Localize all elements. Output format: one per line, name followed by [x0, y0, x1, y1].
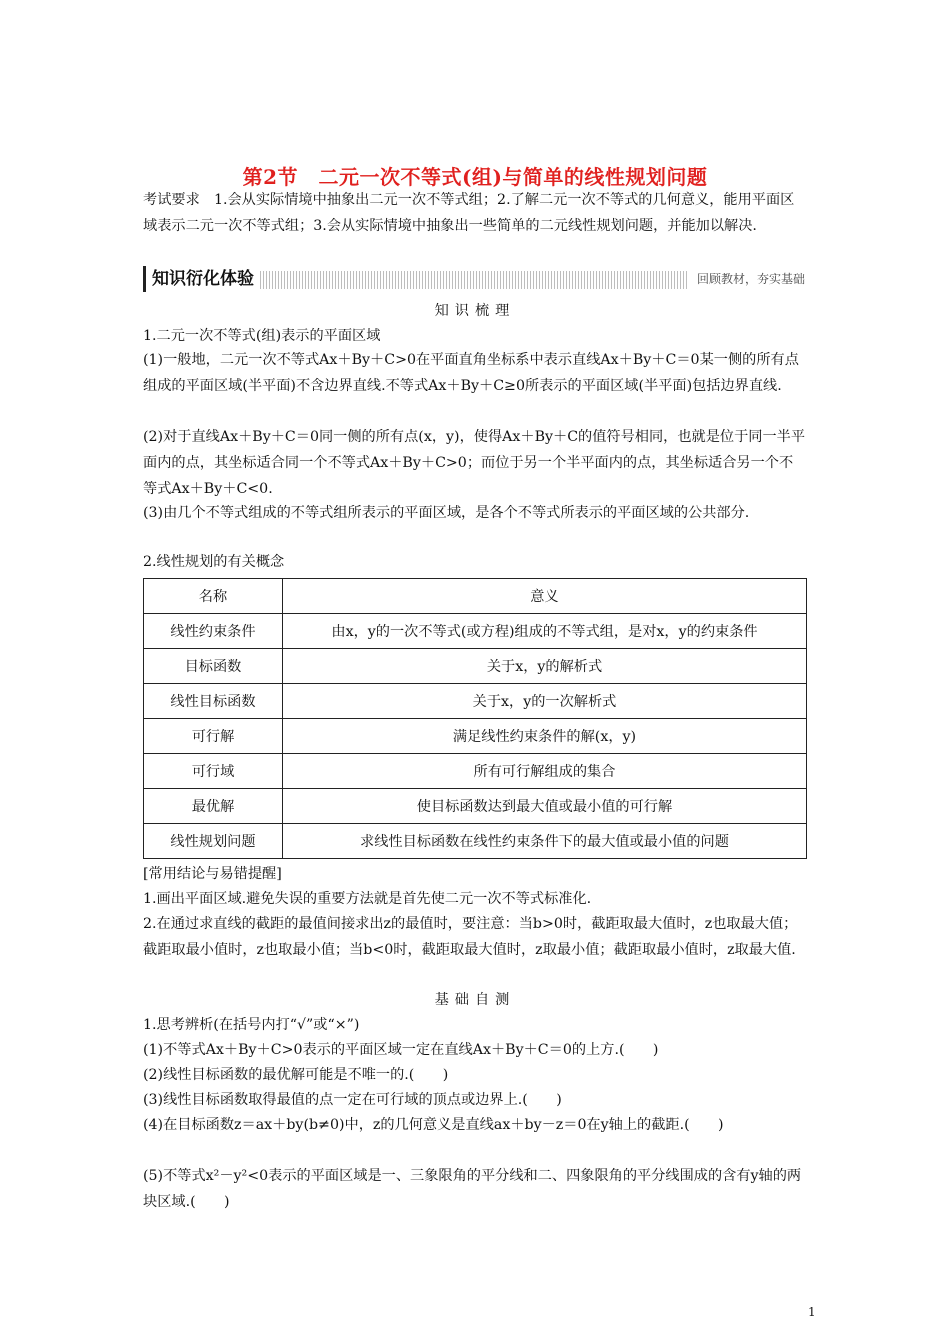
table-row: [144, 789, 807, 824]
banner-left-label: 知识衍化体验: [143, 266, 260, 292]
section-heading-selftest: 基础自测: [434, 992, 516, 1008]
table-cell-meaning: 关于x，y的一次解析式: [283, 684, 807, 719]
quiz-item-1: (1)不等式Ax＋By＋C>0表示的平面区域一定在直线Ax＋By＋C＝0的上方.( ): [143, 1042, 659, 1058]
table-cell-meaning: 求线性目标函数在线性约束条件下的最大值或最小值的问题: [283, 824, 807, 859]
subsection-title-2: 2.线性规划的有关概念: [143, 554, 285, 570]
table-cell-name: 线性约束条件: [144, 614, 283, 649]
table-row: [144, 684, 807, 719]
table-cell-name: 目标函数: [144, 649, 283, 684]
table-row: [144, 649, 807, 684]
table-cell-name: 线性规划问题: [144, 824, 283, 859]
table-cell-name: 可行解: [144, 719, 283, 754]
paragraph-1: (1)一般地，二元一次不等式Ax＋By＋C>0在平面直角坐标系中表示直线Ax＋By＋C＝0某一侧的所有点组成的平面区域(半平面)不含边界直线.不等式Ax＋By＋C≥0所表示的平面区域(半平面)包括边界直线.: [143, 352, 799, 394]
quiz-item-5: (5)不等式x²－y²<0表示的平面区域是一、三象限角的平分线和二、四象限角的平分线围成的含有y轴的两块区域.( ): [143, 1168, 802, 1210]
quiz-item-3: (3)线性目标函数取得最值的点一定在可行域的顶点或边界上.( ): [143, 1092, 562, 1108]
table-cell-meaning: 满足线性约束条件的解(x，y): [283, 719, 807, 754]
tip-1: 1.画出平面区域.避免失误的重要方法就是首先使二元一次不等式标准化.: [143, 891, 592, 907]
table-row: [144, 614, 807, 649]
table-row: [144, 754, 807, 789]
paragraph-2: (2)对于直线Ax＋By＋C＝0同一侧的所有点(x，y)，使得Ax＋By＋C的值符号相同，也就是位于同一半平面内的点，其坐标适合同一个不等式Ax＋By＋C>0；而位于另一个半平面内的点，其坐标适合另一个不等式Ax＋By＋C<0.: [143, 429, 806, 497]
table-cell-name: 线性目标函数: [144, 684, 283, 719]
concept-table: [143, 578, 807, 859]
table-header-name: 名称: [144, 579, 283, 614]
table-row: [144, 719, 807, 754]
tip-2: 2.在通过求直线的截距的最值间接求出z的最值时，要注意：当b>0时，截距取最大值时，z也取最大值；截距取最小值时，z也取最小值；当b<0时，截距取最大值时，z取最小值；截距取最小值时，z取最大值.: [143, 916, 798, 958]
table-cell-meaning: 使目标函数达到最大值或最小值的可行解: [283, 789, 807, 824]
table-row: [144, 824, 807, 859]
quiz-item-4: (4)在目标函数z＝ax＋by(b≠0)中，z的几何意义是直线ax＋by－z＝0在y轴上的截距.( ): [143, 1117, 724, 1133]
page-number: 1: [808, 1305, 816, 1319]
table-cell-meaning: 所有可行解组成的集合: [283, 754, 807, 789]
table-cell-name: 最优解: [144, 789, 283, 824]
quiz-title: 1.思考辨析(在括号内打“√”或“×”): [143, 1017, 360, 1033]
tips-heading: [常用结论与易错提醒]: [143, 866, 282, 882]
section-heading-knowledge: 知识梳理: [434, 303, 516, 319]
subsection-title-1: 1.二元一次不等式(组)表示的平面区域: [143, 328, 381, 344]
table-cell-meaning: 关于x，y的解析式: [283, 649, 807, 684]
exam-requirement: 考试要求 1.会从实际情境中抽象出二元一次不等式组；2.了解二元一次不等式的几何意义，能用平面区域表示二元一次不等式组；3.会从实际情境中抽象出一些简单的二元线性规划问题，并能加以解决.: [143, 192, 795, 234]
table-header-meaning: 意义: [283, 579, 807, 614]
section-banner: [143, 266, 813, 292]
quiz-item-2: (2)线性目标函数的最优解可能是不唯一的.( ): [143, 1067, 449, 1083]
table-header-row: [144, 579, 807, 614]
banner-right-label: 回顾教材，夯实基础: [689, 269, 813, 289]
page-title: 第2节 二元一次不等式(组)与简单的线性规划问题: [242, 165, 708, 189]
table-cell-meaning: 由x，y的一次不等式(或方程)组成的不等式组，是对x，y的约束条件: [283, 614, 807, 649]
table-cell-name: 可行域: [144, 754, 283, 789]
paragraph-3: (3)由几个不等式组成的不等式组所表示的平面区域，是各个不等式所表示的平面区域的公共部分.: [143, 505, 750, 521]
